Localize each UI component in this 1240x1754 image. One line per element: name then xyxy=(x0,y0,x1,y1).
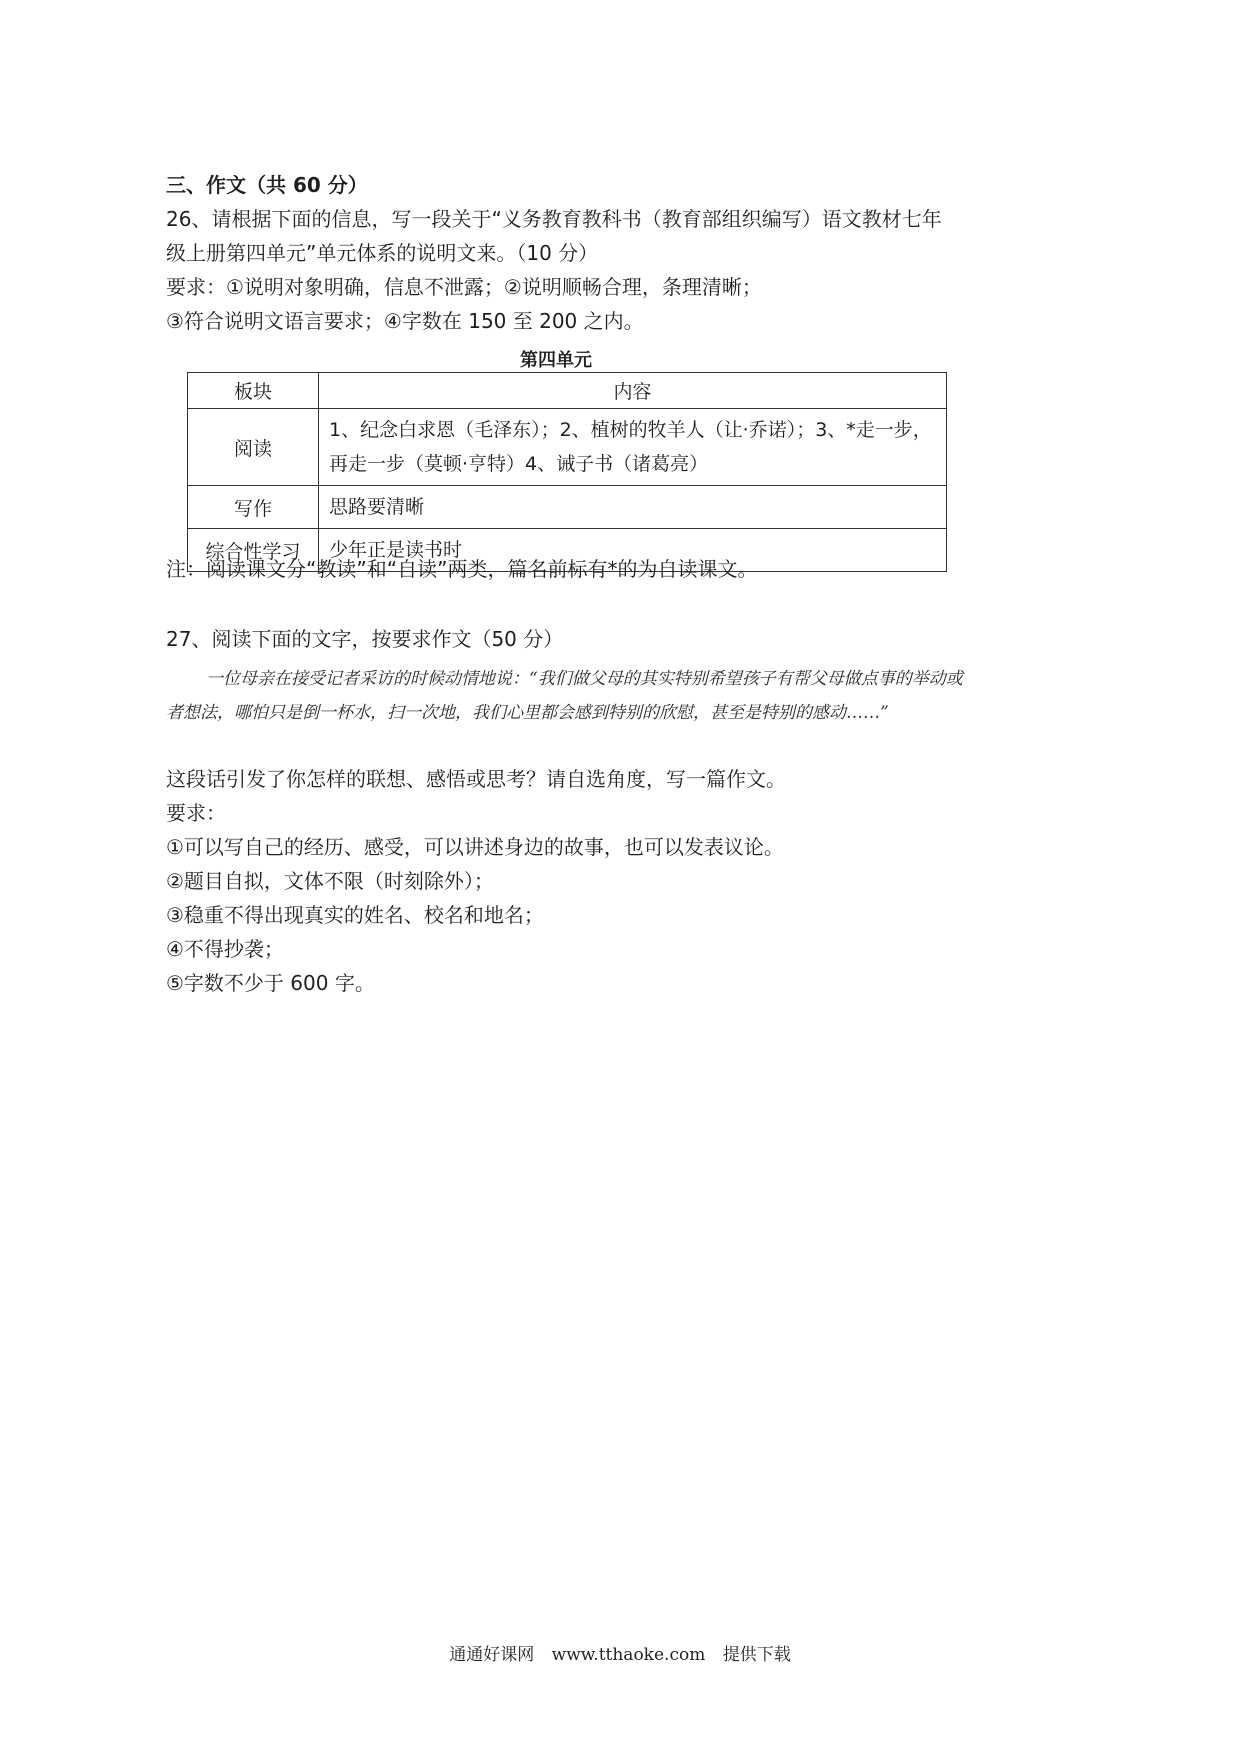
table-row xyxy=(188,409,947,486)
section-title: 三、作文（共 60 分） xyxy=(166,173,368,197)
table-caption: 第四单元 xyxy=(520,350,592,371)
q27-requirement-item: ①可以写自己的经历、感受，可以讲述身边的故事，也可以发表议论。 xyxy=(166,835,784,859)
table-header-cell: 内容 xyxy=(319,373,947,409)
q27-title: 27、阅读下面的文字，按要求作文（50 分） xyxy=(166,627,564,651)
q27-requirement-item: ④不得抄袭； xyxy=(166,937,284,961)
table-note: 注：阅读课文分“教读”和“自读”两类，篇名前标有*的为自读课文。 xyxy=(166,557,758,581)
page-footer xyxy=(0,1640,1240,1665)
q27-prompt: 这段话引发了你怎样的联想、感悟或思考？请自选角度，写一篇作文。 xyxy=(166,767,786,791)
table-cell-block: 阅读 xyxy=(188,409,319,486)
q26-line-2: 级上册第四单元”单元体系的说明文来。（10 分） xyxy=(166,241,599,265)
table-header-row xyxy=(188,373,947,409)
table-header-cell: 板块 xyxy=(188,373,319,409)
table-cell-block: 写作 xyxy=(188,486,319,529)
footer-site-name: 通通好课网 xyxy=(449,1645,535,1665)
table-cell-content: 1、纪念白求恩（毛泽东）；2、植树的牧羊人（让·乔诺）；3、*走一步，再走一步（莫顿·亨特）4、诫子书（诸葛亮） xyxy=(319,409,947,486)
table-cell-content: 思路要清晰 xyxy=(319,486,947,529)
q26-requirement-1: 要求：①说明对象明确，信息不泄露；②说明顺畅合理，条理清晰； xyxy=(166,275,762,299)
unit-table xyxy=(187,372,947,572)
table-cell-content: 少年正是读书时 xyxy=(319,529,947,572)
q27-quote: 一位母亲在接受记者采访的时候动情地说：“我们做父母的其实特别希望孩子有帮父母做点事的举动或者想法，哪怕只是倒一杯水，扫一次地，我们心里都会感到特别的欣慰，甚至是特别的感动……” xyxy=(166,669,963,723)
footer-suffix: 提供下载 xyxy=(722,1645,791,1665)
table-row xyxy=(188,486,947,529)
q27-requirement-item: ⑤字数不少于 600 字。 xyxy=(166,971,375,995)
q27-requirements-label: 要求： xyxy=(166,801,226,825)
q26-line-1: 26、请根据下面的信息，写一段关于“义务教育教科书（教育部组织编写）语文教材七年 xyxy=(166,207,942,231)
q26-requirement-2: ③符合说明文语言要求；④字数在 150 至 200 之内。 xyxy=(166,309,644,333)
table-cell-block: 综合性学习 xyxy=(188,529,319,572)
q27-requirement-item: ③稳重不得出现真实的姓名、校名和地名； xyxy=(166,903,544,927)
q27-requirement-item: ②题目自拟，文体不限（时刻除外）； xyxy=(166,869,494,893)
footer-url[interactable]: www.tthaoke.com xyxy=(551,1645,706,1665)
